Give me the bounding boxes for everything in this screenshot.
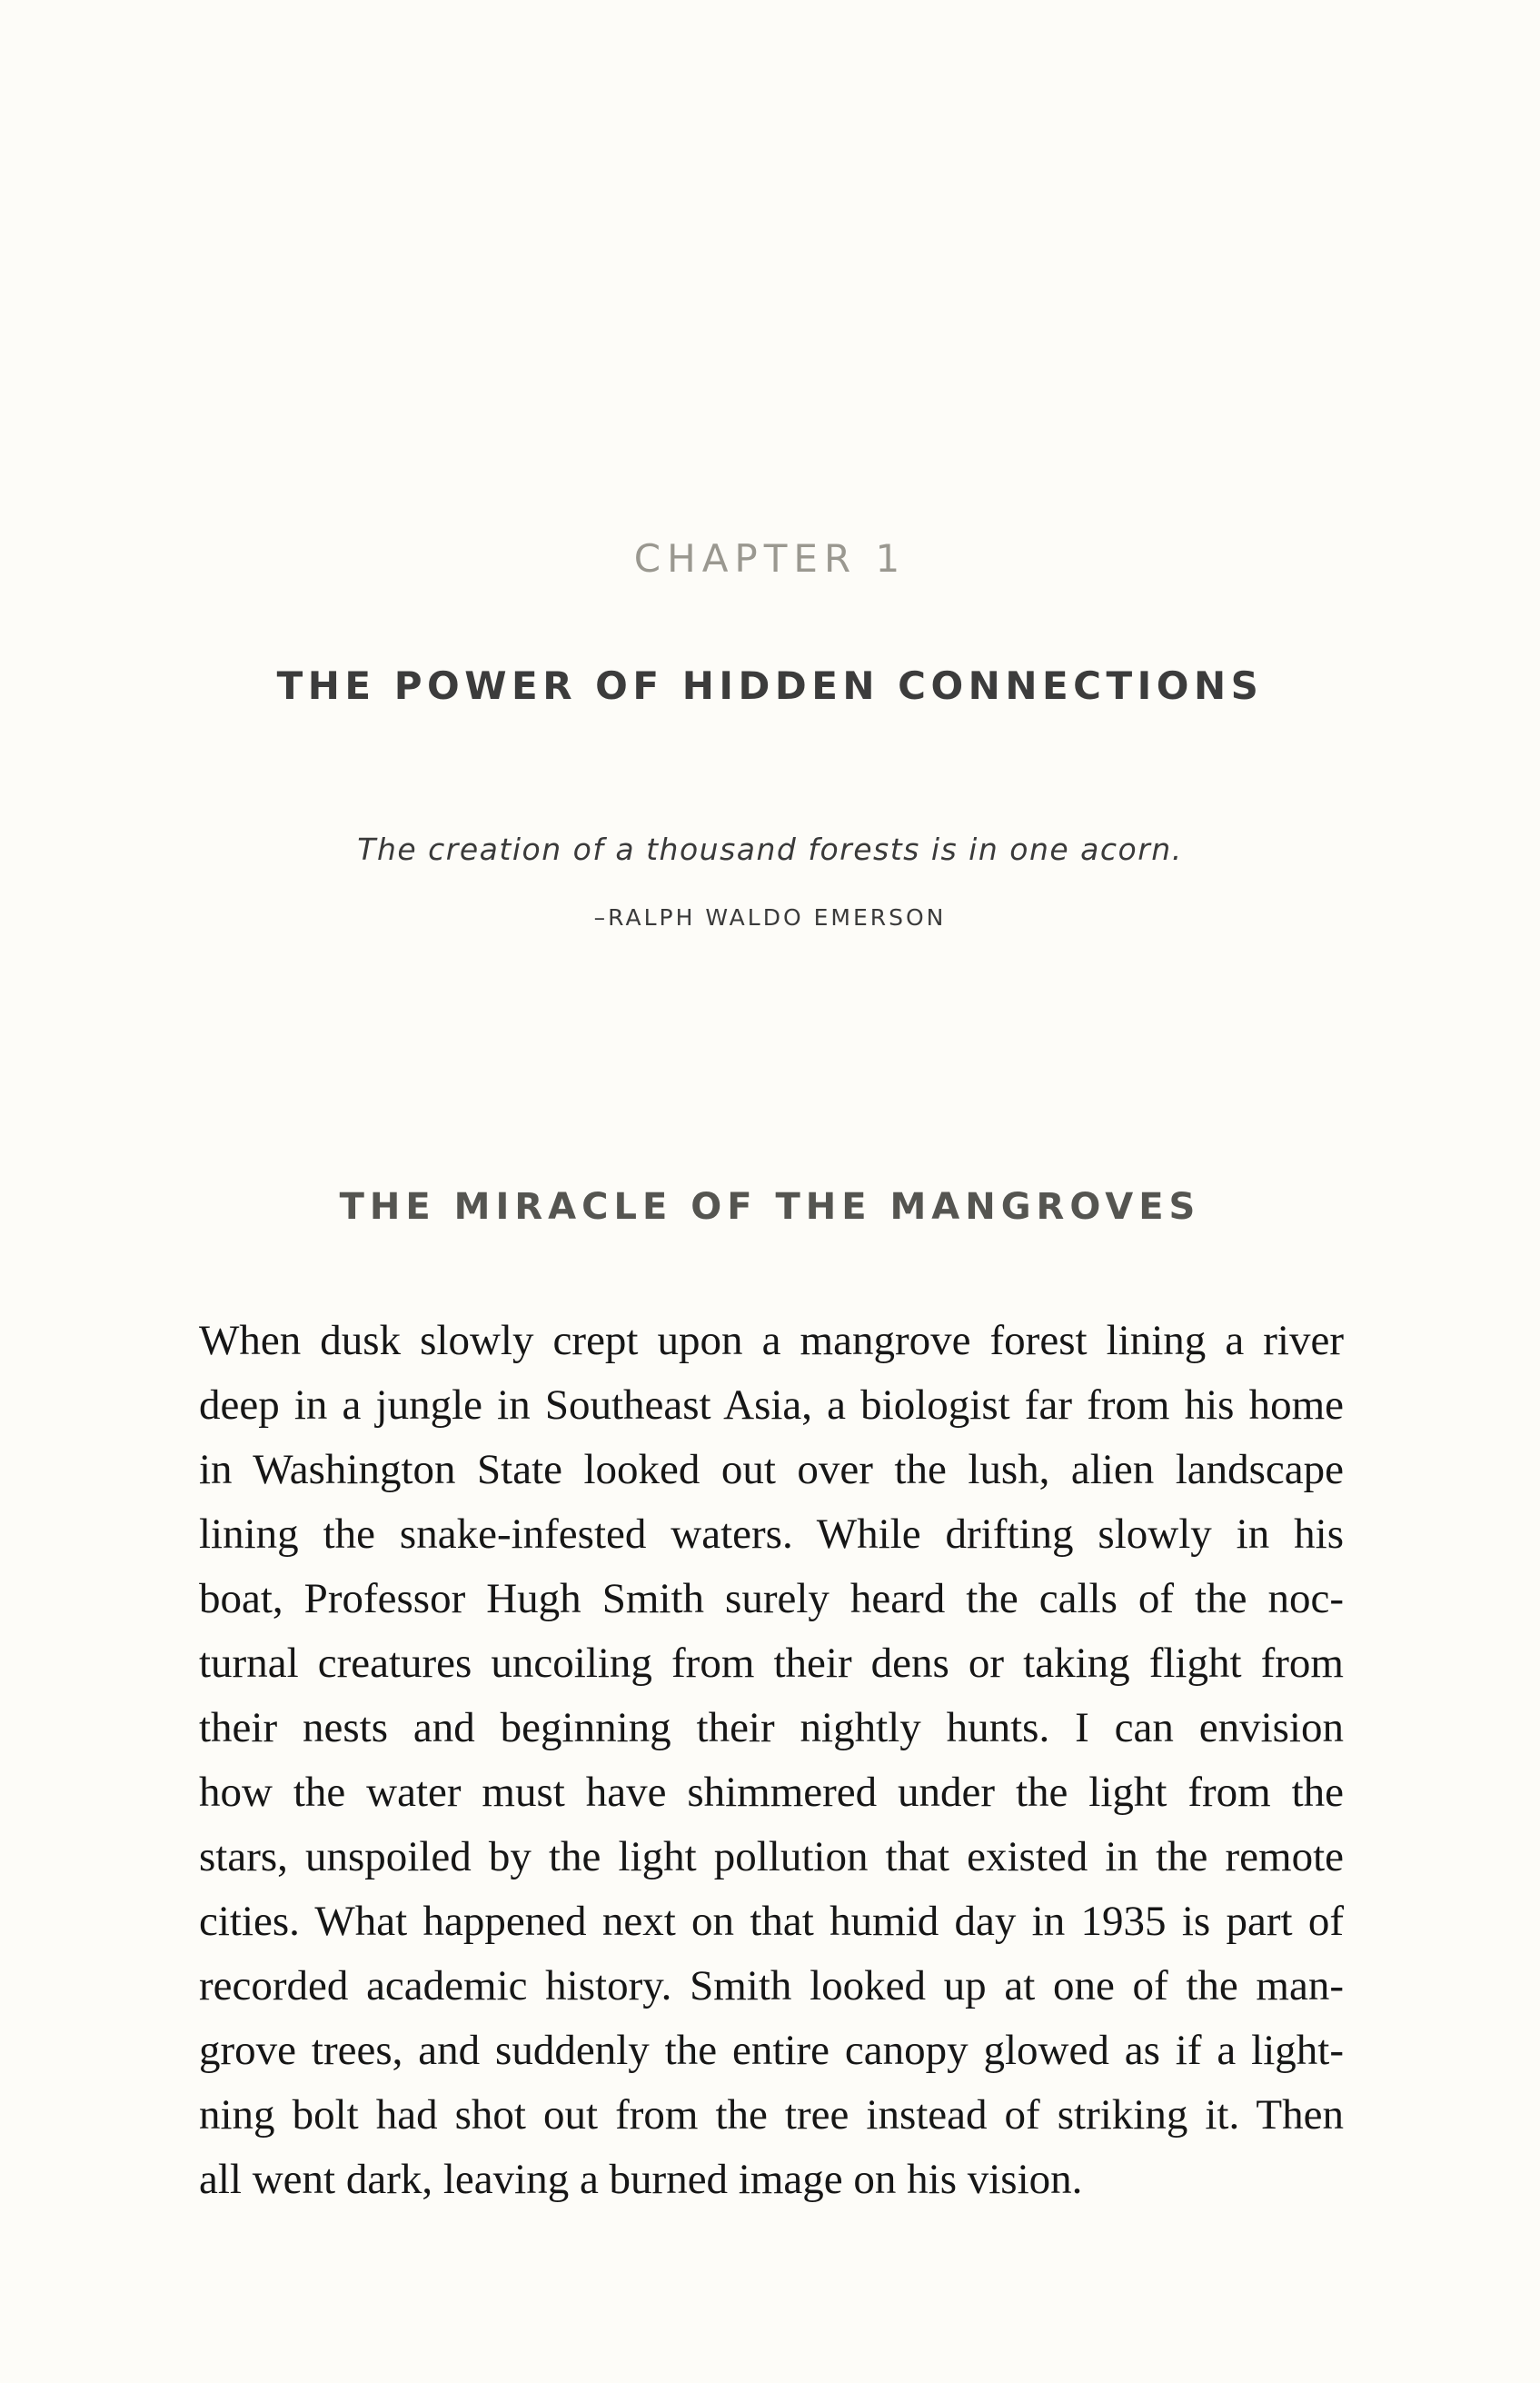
epigraph-attribution: –RALPH WALDO EMERSON — [593, 904, 947, 931]
body-line: grove trees, and suddenly the entire canopy glowed as if a light- — [199, 2027, 1344, 2074]
chapter-title: THE POWER OF HIDDEN CONNECTIONS — [276, 663, 1264, 708]
body-line: recorded academic history. Smith looked up at one of the man- — [199, 1962, 1344, 2009]
body-line: lining the snake-infested waters. While drifting slowly in his — [199, 1511, 1344, 1558]
body-line: stars, unspoiled by the light pollution that existed in the remote — [199, 1833, 1344, 1880]
body-line: deep in a jungle in Southeast Asia, a biologist far from his home — [199, 1381, 1344, 1429]
body-line: When dusk slowly crept upon a mangrove forest lining a river — [199, 1317, 1344, 1364]
body-line: cities. What happened next on that humid day in 1935 is part of — [199, 1898, 1344, 1945]
body-line: in Washington State looked out over the lush, alien landscape — [199, 1446, 1344, 1493]
body-line: how the water must have shimmered under the light from the — [199, 1769, 1344, 1816]
body-paragraph — [199, 1309, 1344, 2212]
chapter-label: CHAPTER 1 — [633, 536, 907, 581]
body-line: their nests and beginning their nightly hunts. I can envision — [199, 1704, 1344, 1751]
epigraph-quote: The creation of a thousand forests is in one acorn. — [357, 832, 1183, 867]
body-line: all went dark, leaving a burned image on his vision. — [199, 2156, 1083, 2203]
section-heading: THE MIRACLE OF THE MANGROVES — [339, 1186, 1201, 1228]
body-line: ning bolt had shot out from the tree instead of striking it. Then — [199, 2091, 1344, 2139]
body-line: boat, Professor Hugh Smith surely heard the calls of the noc- — [199, 1575, 1344, 1622]
body-line: turnal creatures uncoiling from their dens or taking flight from — [199, 1640, 1344, 1687]
